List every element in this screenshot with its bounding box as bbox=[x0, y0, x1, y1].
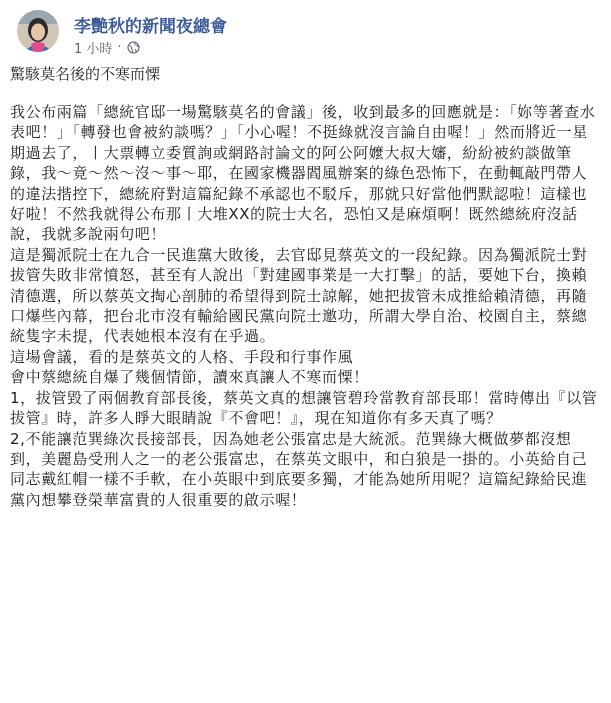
globe-icon[interactable] bbox=[127, 41, 140, 54]
post-timestamp[interactable]: 1 小時 bbox=[74, 42, 113, 57]
post-header bbox=[8, 0, 603, 60]
post-paragraph: 2,不能讓范巽綠次長接部長，因為她老公張富忠是大統派。范巽綠大概做夢都沒想到，美麗島受刑人之一的老公張富忠，在蔡英文眼中，和白狼是一掛的。小英給自己同志戴紅帽一樣不手軟，在小英眼中到底要多獨，才能為她所用呢？這篇紀錄給民進黨內想攀登榮華富貴的人很重要的啟示喔！ bbox=[10, 429, 588, 509]
page-name-link[interactable]: 李艷秋的新聞夜總會 bbox=[74, 17, 227, 37]
post-meta bbox=[74, 38, 140, 57]
post-paragraph: 我公布兩篇「總統官邸一場驚駭莫名的會議」後，收到最多的回應就是：「妳等著查水表吧！」「轉發也會被約談嗎？」「小心喔！不挺綠就沒言論自由喔！」然而將近一星期過去了，丨大票轉立委質詢或網路討論文的阿公阿嬤大叔大嬸，紛紛被約談做筆錄，我～竟～然～沒～事～耶，在國家機器閻風辦案的綠色恐怖下，在動輒敲門帶人的違法揩控下，總統府對這篇紀錄不承認也不駁斥，那就只好當他們默認啦！這樣也好啦！不然我就得公布那丨大堆XX的院士大名，恐怕又是麻煩啊！既然總統府沒話說，我就多說兩句吧！ bbox=[10, 103, 596, 244]
post-paragraph: 這是獨派院士在九合一民進黨大敗後，去官邸見蔡英文的一段紀錄。因為獨派院士對拔管失敗非常憤怒，甚至有人說出「對建國事業是一大打擊」的話，要她下台，換賴清德選，所以蔡英文掏心剖肺的希望得到院士諒解，她把拔管未成推給賴清德，再隨口爆些內幕，把台北市沒有輸給國民黨向院士邀功，所謂大學自治、校園自主，蔡總統隻字未提，代表她根本沒有在乎過。 bbox=[10, 245, 588, 346]
post-paragraph: 這場會議，看的是蔡英文的人格、手段和行事作風 bbox=[10, 347, 354, 366]
post-paragraph: 1，拔管毀了兩個教育部長後，蔡英文真的想讓管碧玲當教育部長耶！當時傳出『以管拔管』時，許多人睜大眼睛說『不會吧！』，現在知道你有多天真了嗎？ bbox=[10, 388, 598, 428]
page-avatar[interactable] bbox=[17, 10, 59, 52]
avatar-image bbox=[17, 10, 59, 52]
post-paragraph: 會中蔡總統自爆了幾個情節，讀來真讓人不寒而慄！ bbox=[10, 368, 369, 387]
post-title: 驚駭莫名後的不寒而慄 bbox=[10, 65, 161, 83]
post-body bbox=[8, 60, 603, 510]
meta-separator: · bbox=[117, 40, 122, 55]
